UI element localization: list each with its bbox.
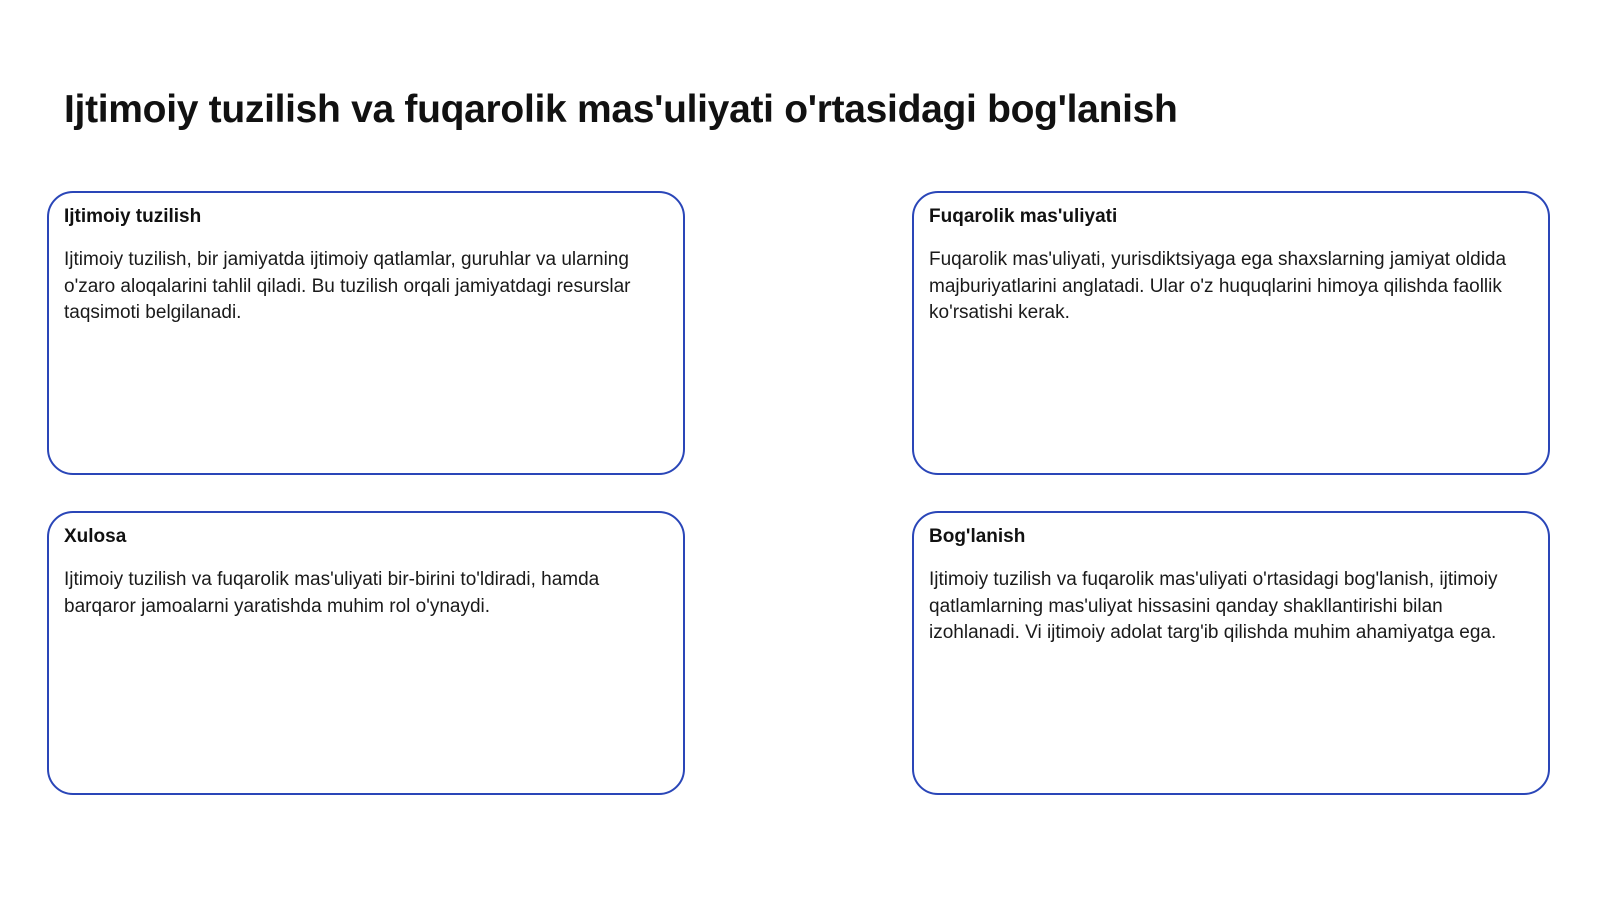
card-ijtimoiy-tuzilish bbox=[47, 191, 685, 475]
card-xulosa bbox=[47, 511, 685, 795]
card-fuqarolik-masuliyati bbox=[912, 191, 1550, 475]
card-heading: Ijtimoiy tuzilish bbox=[64, 206, 202, 227]
card-body: Ijtimoiy tuzilish va fuqarolik mas'uliyati o'rtasidagi bog'lanish, ijtimoiy qatlamlarning mas'uliyat hissasini qanday shakllantirishi bilan izohlanadi. Vi ijtimoiy adolat targ'ib qilishda muhim ahamiyatga ega. bbox=[929, 569, 1498, 643]
card-body: Fuqarolik mas'uliyati, yurisdiktsiyaga ega shaxslarning jamiyat oldida majburiyatlarini anglatadi. Ular o'z huquqlarini himoya qilishda faollik ko'rsatishi kerak. bbox=[929, 249, 1507, 323]
card-heading: Xulosa bbox=[64, 526, 127, 547]
card-boglanish bbox=[912, 511, 1550, 795]
card-heading: Fuqarolik mas'uliyati bbox=[929, 206, 1118, 227]
card-body: Ijtimoiy tuzilish va fuqarolik mas'uliyati bir-birini to'ldiradi, hamda barqaror jamoalarni yaratishda muhim rol o'ynaydi. bbox=[64, 569, 600, 617]
slide-title: Ijtimoiy tuzilish va fuqarolik mas'uliyati o'rtasidagi bog'lanish bbox=[64, 88, 1178, 131]
card-body: Ijtimoiy tuzilish, bir jamiyatda ijtimoiy qatlamlar, guruhlar va ularning o'zaro aloqalarini tahlil qiladi. Bu tuzilish orqali jamiyatdagi resurslar taqsimoti belgilanadi. bbox=[64, 249, 631, 323]
card-heading: Bog'lanish bbox=[929, 526, 1026, 547]
